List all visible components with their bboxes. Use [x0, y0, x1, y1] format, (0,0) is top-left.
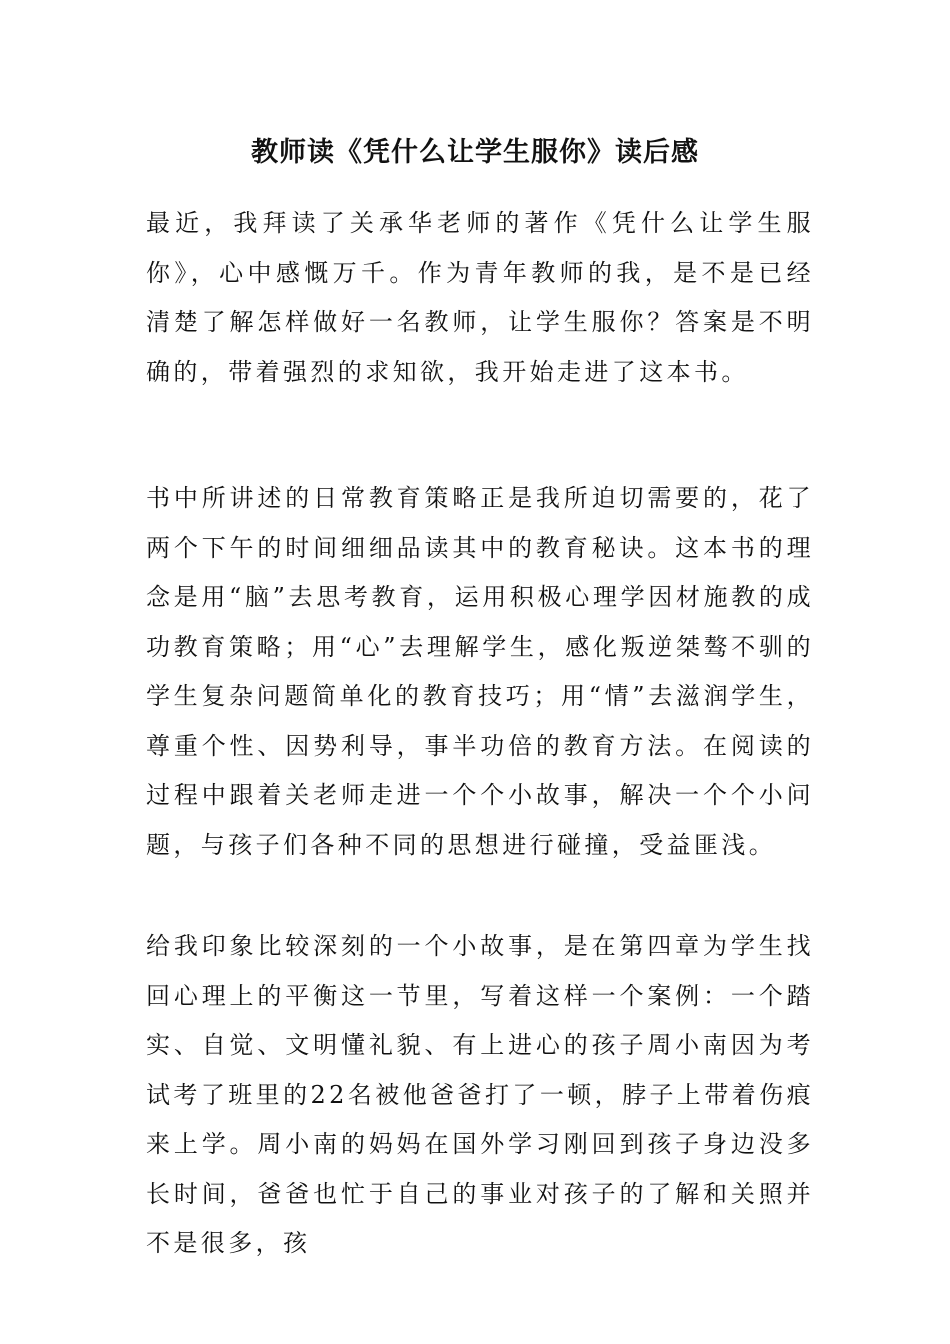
paragraph-3: 给我印象比较深刻的一个小故事，是在第四章为学生找回心理上的平衡这一节里，写着这样一个案例：一个踏实、自觉、文明懂礼貌、有上进心的孩子周小南因为考试考了班里的22名被他爸爸打了一顿，脖子上带着伤痕来上学。周小南的妈妈在国外学习刚回到孩子身边没多长时间，爸爸也忙于自己的事业对孩子的了解和关照并不是很多，孩: [146, 932, 814, 1257]
paragraph-2: 书中所讲述的日常教育策略正是我所迫切需要的，花了两个下午的时间细细品读其中的教育秘诀。这本书的理念是用“脑”去思考教育，运用积极心理学因材施教的成功教育策略；用“心”去理解学生，感化叛逆桀骜不驯的学生复杂问题简单化的教育技巧；用“情”去滋润学生，尊重个性、因势利导，事半功倍的教育方法。在阅读的过程中跟着关老师走进一个个小故事，解决一个个小问题，与孩子们各种不同的思想进行碰撞，受益匪浅。: [146, 484, 814, 859]
document-title: 教师读《凭什么让学生服你》读后感: [251, 137, 699, 168]
paragraph-1: 最近，我拜读了关承华老师的著作《凭什么让学生服你》，心中感慨万千。作为青年教师的我，是不是已经清楚了解怎样做好一名教师，让学生服你？答案是不明确的，带着强烈的求知欲，我开始走进了这本书。: [146, 209, 814, 386]
